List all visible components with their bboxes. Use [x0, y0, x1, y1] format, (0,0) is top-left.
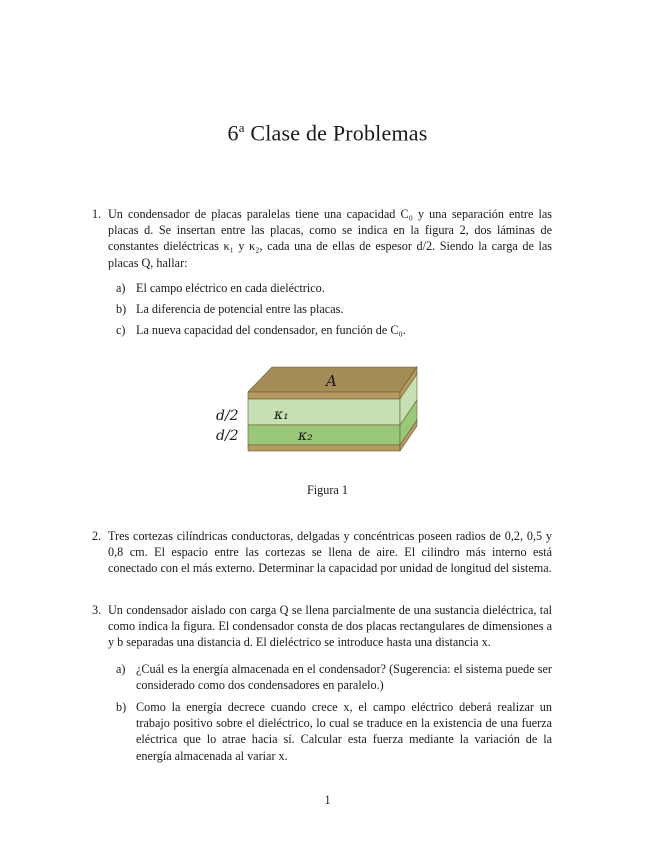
problem-statement: Un condensador aislado con carga Q se llena parcialmente de una sustancia dieléctrica, tal como indica la figura. El condensador consta de dos placas rectangulares de dimensiones a y b separadas una distancia d. El dieléctrico se introduce hasta una distancia x. [108, 603, 552, 650]
thickness-top-label: d/2 [216, 408, 239, 424]
problem-part [108, 322, 552, 338]
part-text: La diferencia de potencial entre las placas. [136, 302, 344, 317]
thickness-bottom-label: d/2 [216, 428, 239, 444]
part-text: ¿Cuál es la energía almacenada en el condensador? (Sugerencia: el sistema puede ser considerado como dos condensadores en paralelo.) [136, 661, 552, 692]
problem-2 [92, 528, 552, 577]
problem-1 [92, 206, 552, 338]
problem-3 [92, 602, 552, 764]
kappa2-layer [248, 425, 400, 445]
title-text: Clase de Problemas [250, 120, 428, 146]
title-number: 6 [227, 120, 239, 146]
plate-area-label: A [326, 372, 337, 390]
part-text: La nueva capacidad del condensador, en función de C₀. [136, 323, 406, 338]
part-label: a) [116, 661, 126, 676]
part-text: El campo eléctrico en cada dieléctrico. [136, 280, 325, 295]
title-superscript: a [238, 120, 245, 135]
problem-statement: Tres cortezas cilíndricas conductoras, delgadas y concéntricas poseen radios de 0,2, 0,5 y 0,8 cm. El espacio entre las cortezas se llena de aire. El cilindro más interno está conectado con el más externo. Determinar la capacidad por unidad de longitud del sistema. [108, 529, 552, 576]
problem-number: 1. [92, 207, 102, 221]
problem-number: 2. [92, 529, 102, 543]
kappa1-label: κ₁ [274, 407, 289, 423]
part-label: b) [116, 700, 127, 715]
kappa2-label: κ₂ [298, 428, 313, 444]
problem-part [108, 661, 552, 693]
kappa1-layer [248, 399, 400, 425]
top-plate-edge [248, 392, 400, 399]
problem-part [108, 301, 552, 317]
capacitor-diagram [212, 362, 422, 462]
part-label: b) [116, 302, 127, 317]
page-title [0, 120, 655, 146]
problem-number: 3. [92, 603, 102, 617]
problem-statement: Un condensador de placas paralelas tiene una capacidad C₀ y una separación entre las placas d. Se insertan entre las placas, como se indica en la figura 2, dos láminas de constantes dieléctricas κ₁ y κ₂, cada una de ellas de espesor d/2. Siendo la carga de las placas Q, hallar: [108, 207, 552, 270]
bottom-plate [248, 445, 400, 451]
problem-part [108, 280, 552, 296]
part-text: Como la energía decrece cuando crece x, el campo eléctrico deberá realizar un trabajo positivo sobre el dieléctrico, lo cual se traduce en la existencia de una fuerza eléctrica que lo atrae hacia sí. Calcular esta fuerza mediante la variación de la energía almacenada al variar x. [136, 700, 552, 763]
part-label: c) [116, 323, 126, 338]
problem-part [108, 699, 552, 764]
figure-caption: Figura 1 [307, 483, 348, 497]
figure-capacitor [212, 362, 422, 462]
page-number: 1 [324, 793, 331, 807]
part-label: a) [116, 280, 126, 295]
